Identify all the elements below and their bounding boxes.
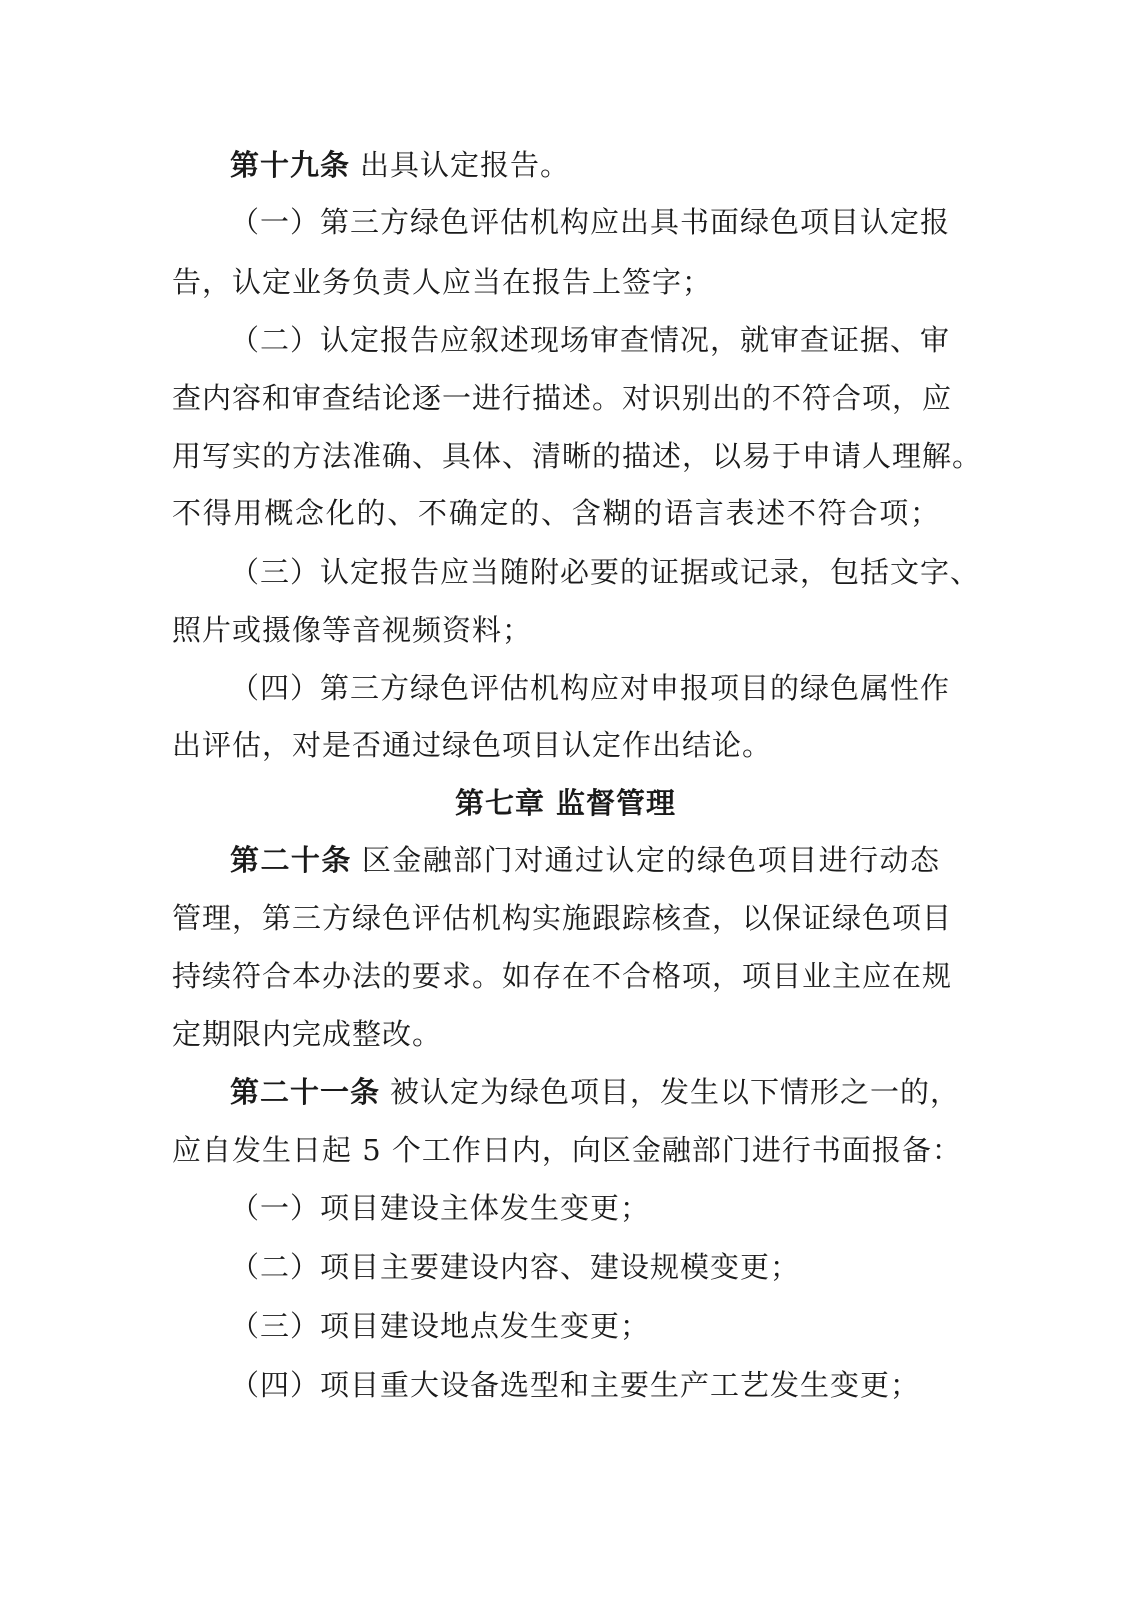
- paragraph-line: 管理，第三方绿色评估机构实施跟踪核查，以保证绿色项目: [172, 901, 953, 935]
- paragraph-line: 查内容和审查结论逐一进行描述。对识别出的不符合项，应: [172, 381, 953, 415]
- paragraph-line: 持续符合本办法的要求。如存在不合格项，项目业主应在规: [172, 959, 953, 993]
- article-text: 被认定为绿色项目，发生以下情形之一的，: [390, 1075, 961, 1109]
- list-item: （三）项目建设地点发生变更；: [230, 1309, 651, 1343]
- article-text: 区金融部门对通过认定的绿色项目进行动态: [361, 843, 940, 877]
- paragraph-line: 应自发生日起 5 个工作日内，向区金融部门进行书面报备：: [172, 1133, 962, 1167]
- list-item: （二）项目主要建设内容、建设规模变更；: [230, 1250, 801, 1284]
- paragraph-line: （三）认定报告应当随附必要的证据或记录，包括文字、: [230, 555, 981, 589]
- paragraph-line: 定期限内完成整改。: [172, 1017, 443, 1051]
- article-20-heading: [230, 838, 940, 882]
- article-label: 第十九条: [230, 148, 351, 182]
- paragraph-line: 出评估，对是否通过绿色项目认定作出结论。: [172, 728, 773, 762]
- paragraph-line: 照片或摄像等音视频资料；: [172, 613, 533, 647]
- article-19-heading: [230, 143, 940, 187]
- paragraph-line: （二）认定报告应叙述现场审查情况，就审查证据、审: [230, 323, 951, 357]
- article-title: 出具认定报告。: [360, 148, 571, 182]
- article-21-heading: [230, 1070, 961, 1114]
- list-item: （四）项目重大设备选型和主要生产工艺发生变更；: [230, 1368, 921, 1402]
- article-label: 第二十条: [230, 843, 352, 877]
- chapter-heading: 第七章 监督管理: [454, 786, 677, 820]
- article-label: 第二十一条: [230, 1075, 381, 1109]
- list-item: （一）项目建设主体发生变更；: [230, 1191, 651, 1225]
- paragraph-line: 不得用概念化的、不确定的、含糊的语言表述不符合项；: [172, 496, 940, 530]
- paragraph-line: 告，认定业务负责人应当在报告上签字；: [172, 265, 713, 299]
- paragraph-line: （一）第三方绿色评估机构应出具书面绿色项目认定报: [230, 205, 951, 239]
- paragraph-line: 用写实的方法准确、具体、清晰的描述，以易于申请人理解。: [172, 439, 983, 473]
- paragraph-line: （四）第三方绿色评估机构应对申报项目的绿色属性作: [230, 671, 951, 705]
